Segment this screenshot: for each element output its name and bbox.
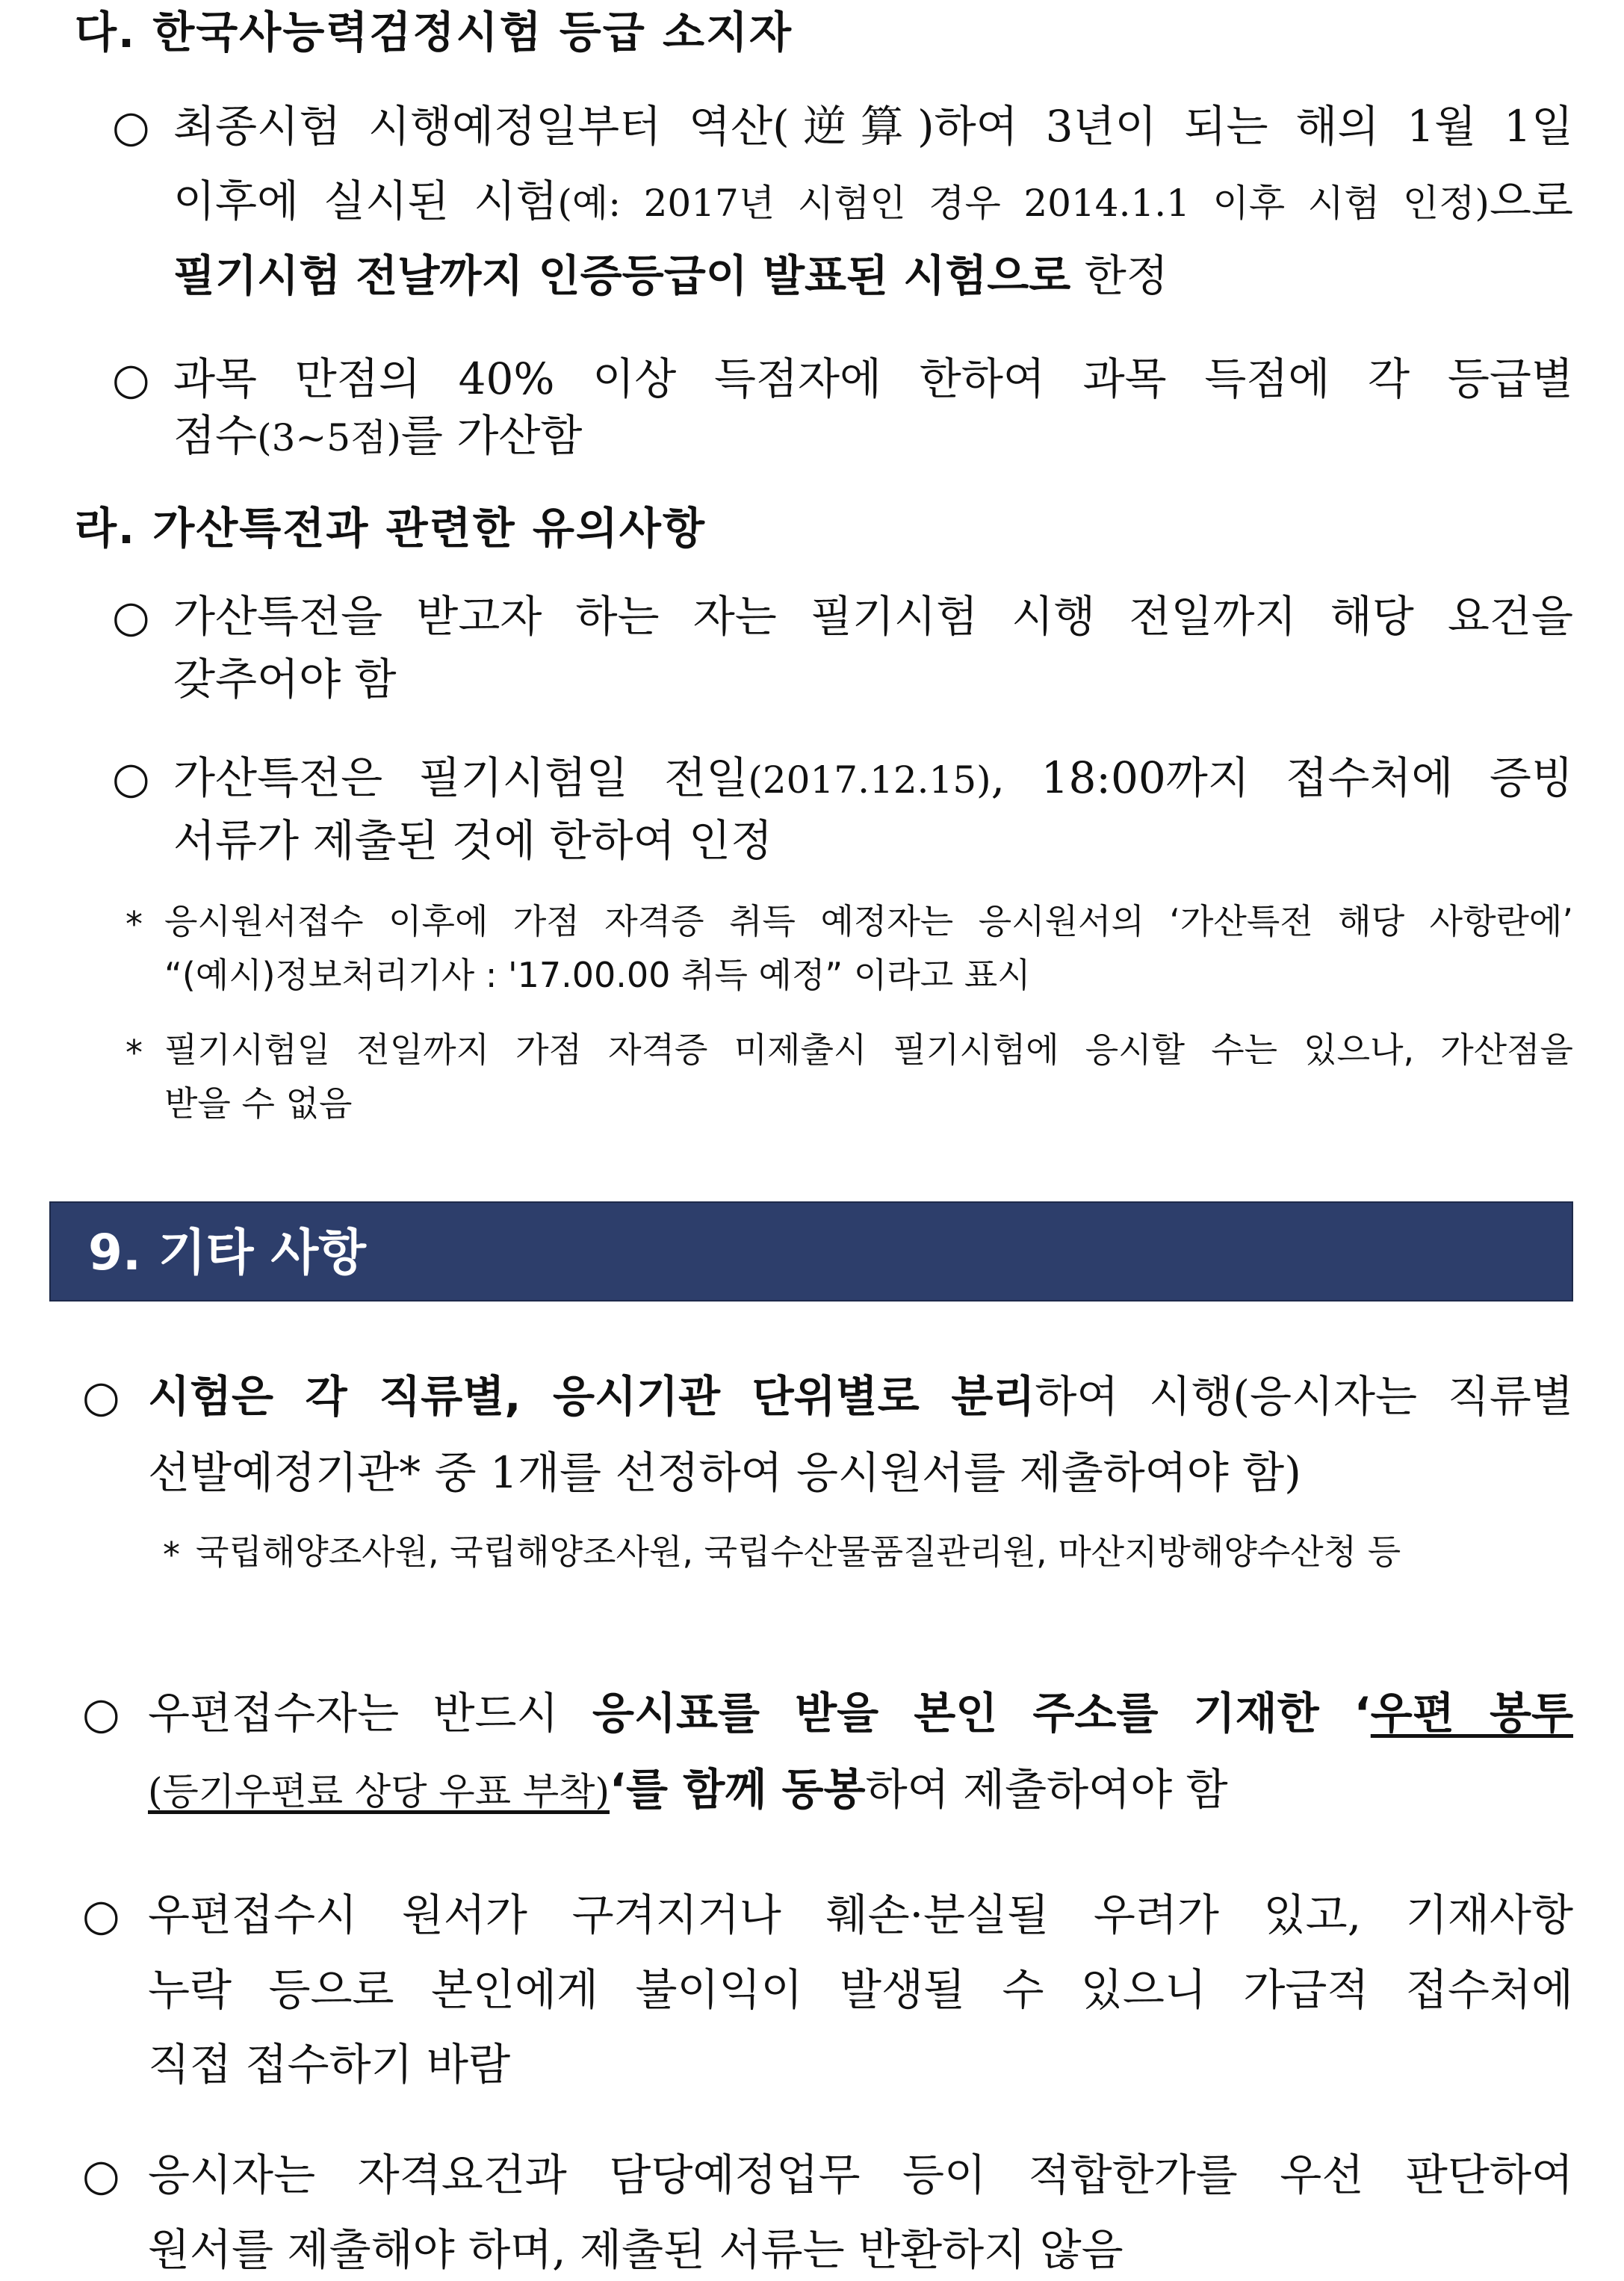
circle-bullet-icon: ○ — [82, 1688, 120, 1739]
circle-bullet-icon: ○ — [112, 752, 150, 803]
s9-b1-note: 국립해양조사원, 국립해양조사원, 국립수산물품질관리원, 마산지방해양수산청 등 — [196, 1532, 1401, 1572]
da-b1-line1: 최종시험 시행예정일부터 역산(逆算)하여 3년이 되는 해의 1월 1일 — [173, 101, 1573, 152]
heading-ra: 라. 가산특전과 관련한 유의사항 — [75, 503, 706, 554]
s9-b2-line2: (등기우편료 상당 우표 부착)‘를 함께 동봉하여 제출하여야 함 — [148, 1764, 1228, 1815]
da-b2-line2: 점수(3~5점)를 가산함 — [173, 410, 583, 461]
asterisk-icon: * — [163, 1535, 180, 1575]
da-b2-line1: 과목 만점의 40% 이상 득점자에 한하여 과목 득점에 각 등급별 — [173, 353, 1573, 404]
s9-b1-line2: 선발예정기관* 중 1개를 선정하여 응시원서를 제출하여야 함) — [148, 1447, 1301, 1498]
da-b1-line3: 필기시험 전날까지 인증등급이 발표된 시험으로 한정 — [173, 250, 1168, 301]
circle-bullet-icon: ○ — [82, 2150, 120, 2200]
ra-note2-line1: 필기시험일 전일까지 가점 자격증 미제출시 필기시험에 응시할 수는 있으나, 가산점을 — [164, 1030, 1573, 1070]
circle-bullet-icon: ○ — [112, 101, 150, 152]
circle-bullet-icon: ○ — [82, 1371, 120, 1422]
ra-b1-line2: 갖추어야 함 — [173, 654, 397, 705]
ra-b2-line1: 가산특전은 필기시험일 전일(2017.12.15), 18:00까지 접수처에 증빙 — [173, 752, 1573, 803]
asterisk-icon: * — [125, 1033, 143, 1073]
ra-note2-line2: 받을 수 없음 — [164, 1083, 353, 1124]
section-9-title: 9. 기타 사항 — [88, 1224, 366, 1281]
da-b1-line2: 이후에 실시된 시험(예: 2017년 시험인 경우 2014.1.1 이후 시험 인정)으로 — [173, 176, 1573, 226]
ra-note1-line1: 응시원서접수 이후에 가점 자격증 취득 예정자는 응시원서의 ‘가산특전 해당 사항란에’ — [164, 901, 1573, 941]
s9-b1-line1: 시험은 각 직류별, 응시기관 단위별로 분리하여 시행(응시자는 직류별 — [148, 1371, 1573, 1422]
section-9-banner — [49, 1201, 1573, 1302]
circle-bullet-icon: ○ — [112, 353, 150, 404]
ra-b1-line1: 가산특전을 받고자 하는 자는 필기시험 시행 전일까지 해당 요건을 — [173, 591, 1573, 642]
asterisk-icon: * — [125, 904, 143, 944]
s9-b4-line1: 응시자는 자격요건과 담당예정업무 등이 적합한가를 우선 판단하여 — [148, 2150, 1573, 2200]
circle-bullet-icon: ○ — [112, 591, 150, 642]
s9-b3-line2: 누락 등으로 본인에게 불이익이 발생될 수 있으니 가급적 접수처에 — [148, 1964, 1573, 2015]
ra-note1-line2: “(예시)정보처리기사 : '17.00.00 취득 예정” 이라고 표시 — [164, 955, 1031, 995]
circle-bullet-icon: ○ — [82, 1890, 120, 1940]
ra-b2-line2: 서류가 제출된 것에 한하여 인정 — [173, 815, 773, 866]
s9-b2-line1: 우편접수자는 반드시 응시표를 받을 본인 주소를 기재한 ‘우편 봉투 — [148, 1688, 1573, 1739]
heading-da: 다. 한국사능력검정시험 등급 소지자 — [75, 7, 793, 58]
s9-b4-line2: 원서를 제출해야 하며, 제출된 서류는 반환하지 않음 — [148, 2224, 1124, 2275]
s9-b3-line1: 우편접수시 원서가 구겨지거나 훼손·분실될 우려가 있고, 기재사항 — [148, 1890, 1573, 1940]
s9-b3-line3: 직접 접수하기 바람 — [148, 2039, 511, 2090]
